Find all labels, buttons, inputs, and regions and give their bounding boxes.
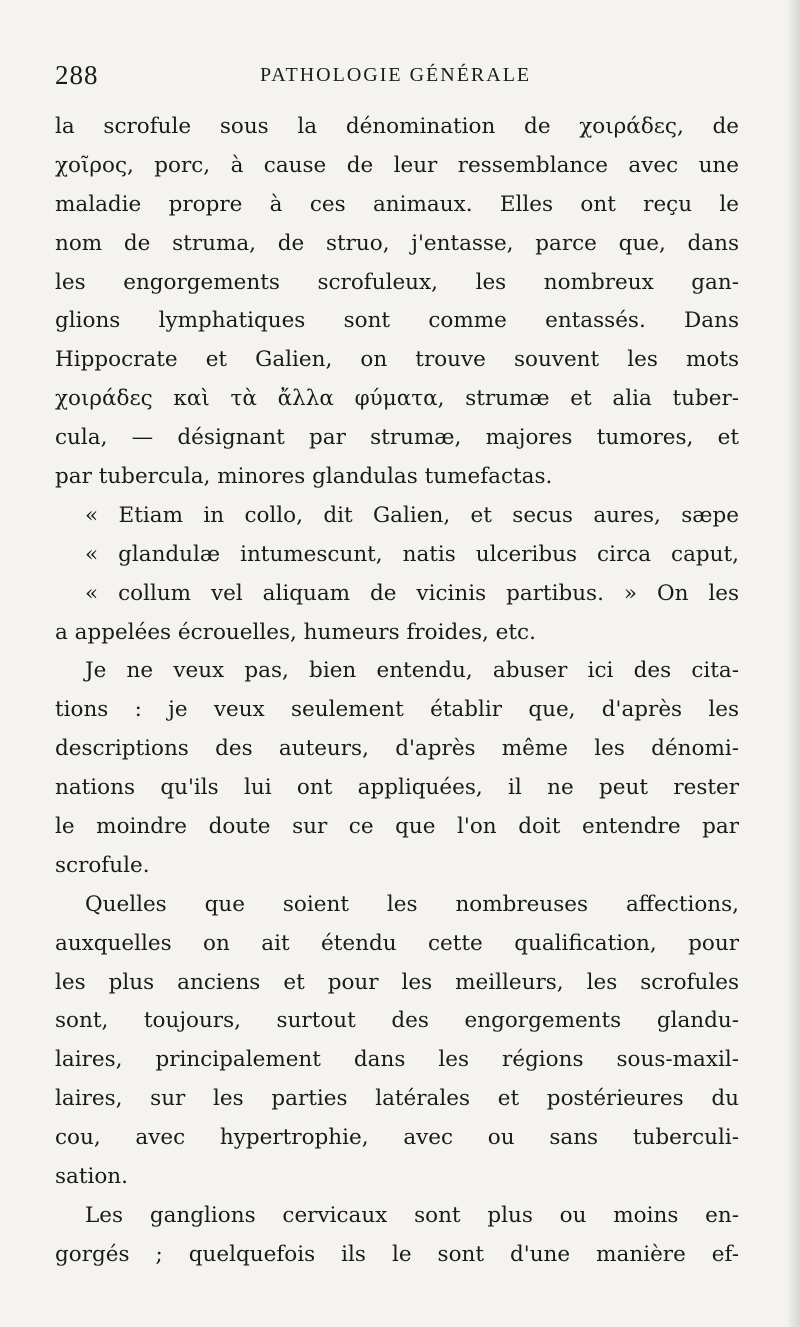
text-line: laires, sur les parties latérales et postérieures du	[55, 1086, 739, 1112]
quote-line: « glandulæ intumescunt, natis ulceribus circa caput,	[85, 541, 739, 567]
text-line: Les ganglions cervicaux sont plus ou moins en-	[85, 1202, 739, 1228]
text-line: Hippocrate et Galien, on trouve souvent les mots	[55, 347, 739, 373]
running-head: PATHOLOGIE GÉNÉRALE	[260, 64, 532, 86]
text-line: sont, toujours, surtout des engorgements glandu-	[55, 1008, 739, 1034]
text-line: par tubercula, minores glandulas tumefactas.	[55, 464, 553, 490]
text-line: nations qu'ils lui ont appliquées, il ne peut rester	[55, 775, 739, 801]
text-line: nom de struma, de struo, j'entasse, parce que, dans	[55, 230, 739, 256]
text-line: laires, principalement dans les régions sous-maxil-	[55, 1047, 739, 1073]
quote-line: « Etiam in collo, dit Galien, et secus aures, sæpe	[85, 502, 739, 528]
text-line: a appelées écrouelles, humeurs froides, etc.	[55, 619, 536, 645]
text-line: gorgés ; quelquefois ils le sont d'une manière ef-	[55, 1241, 739, 1267]
text-line: Je ne veux pas, bien entendu, abuser ici des cita-	[85, 658, 739, 684]
text-line: le moindre doute sur ce que l'on doit entendre par	[55, 814, 739, 840]
text-line: χοῖρος, porc, à cause de leur ressemblance avec une	[55, 152, 739, 178]
text-line: sation.	[55, 1164, 128, 1190]
text-line: χοιράδες καὶ τὰ ἄλλα φύματα, strumæ et alia tuber-	[55, 386, 739, 412]
scan-edge-shadow	[786, 0, 800, 1327]
text-line: Quelles que soient les nombreuses affections,	[85, 891, 739, 917]
page-number: 288	[55, 60, 99, 90]
text-line: la scrofule sous la dénomination de χοιράδες, de	[55, 114, 739, 139]
text-line: auxquelles on ait étendu cette qualification, pour	[55, 930, 739, 956]
text-line: glions lymphatiques sont comme entassés. Dans	[55, 308, 739, 334]
text-line: cula, — désignant par strumæ, majores tumores, et	[55, 425, 739, 451]
text-line: scrofule.	[55, 852, 150, 878]
text-line: cou, avec hypertrophie, avec ou sans tuberculi-	[55, 1125, 739, 1151]
page-header	[55, 60, 725, 100]
text-line: descriptions des auteurs, d'après même les dénomi-	[55, 736, 739, 762]
text-line: maladie propre à ces animaux. Elles ont reçu le	[55, 191, 739, 217]
quote-line: « collum vel aliquam de vicinis partibus. » On les	[85, 580, 739, 606]
text-line: tions : je veux seulement établir que, d'après les	[55, 697, 739, 723]
body-text	[55, 108, 739, 1275]
text-line: les engorgements scrofuleux, les nombreux gan-	[55, 269, 739, 295]
text-line: les plus anciens et pour les meilleurs, les scrofules	[55, 969, 739, 995]
